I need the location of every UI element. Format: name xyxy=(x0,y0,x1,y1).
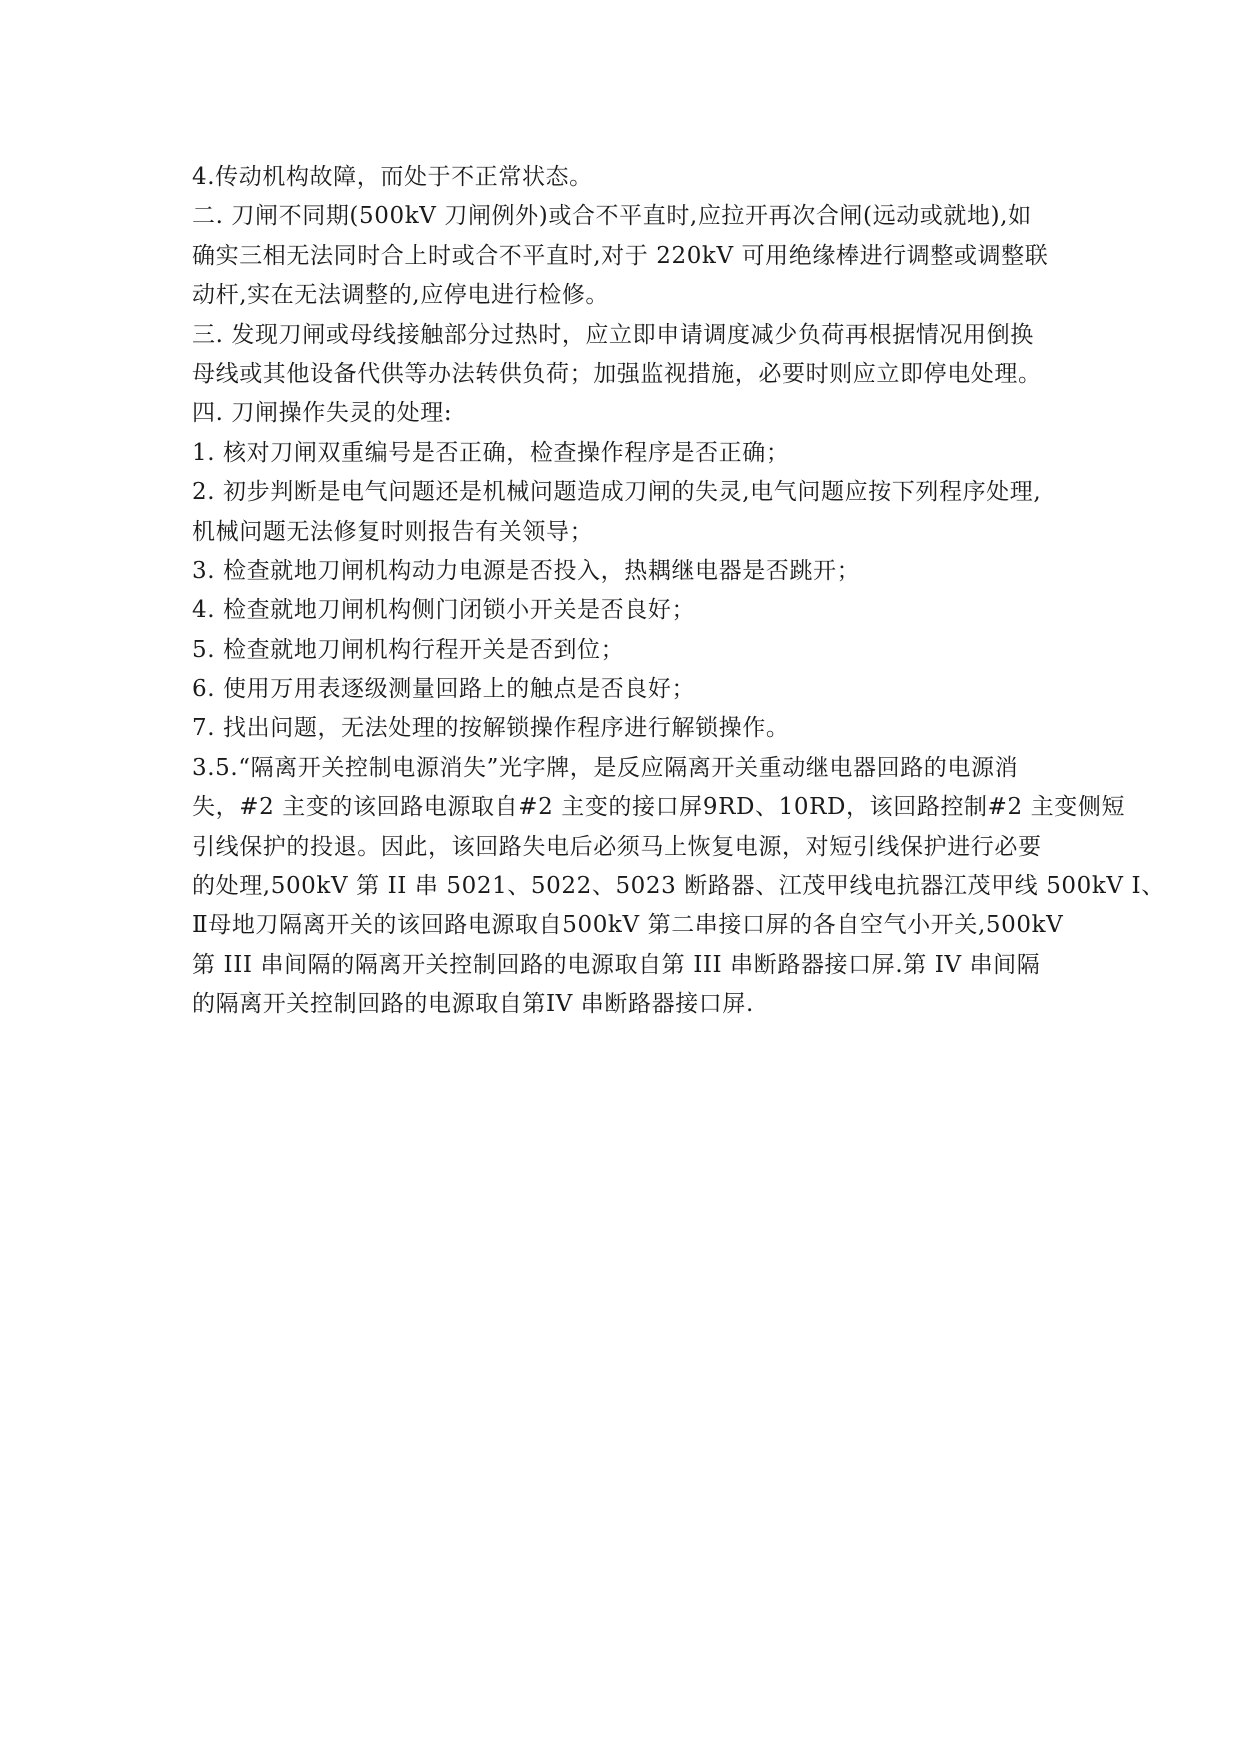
text-line: 的处理,500kV 第 II 串 5021、5022、5023 断路器、江茂甲线电抗器江茂甲线 500kV Ⅰ、 xyxy=(192,873,1165,900)
body-text xyxy=(192,158,1165,1025)
text-line: 3. 检查就地刀闸机构动力电源是否投入，热耦继电器是否跳开； xyxy=(192,557,861,584)
text-line: 四. 刀闸操作失灵的处理: xyxy=(192,400,453,427)
text-line: 机械问题无法修复时则报告有关领导； xyxy=(192,518,594,545)
text-line: Ⅱ母地刀隔离开关的该回路电源取自500kV 第二串接口屏的各自空气小开关,500kV xyxy=(192,912,1064,939)
text-line: 母线或其他设备代供等办法转供负荷；加强监视措施，必要时则应立即停电处理。 xyxy=(192,360,1042,387)
text-line: 第 III 串间隔的隔离开关控制回路的电源取自第 III 串断路器接口屏.第 IV 串间隔 xyxy=(192,951,1041,978)
text-line: 三. 发现刀闸或母线接触部分过热时，应立即申请调度减少负荷再根据情况用倒换 xyxy=(192,321,1034,348)
text-line: 7. 找出问题，无法处理的按解锁操作程序进行解锁操作。 xyxy=(192,715,790,742)
text-line: 2. 初步判断是电气问题还是机械问题造成刀闸的失灵,电气问题应按下列程序处理, xyxy=(192,479,1042,506)
text-line: 4.传动机构故障，而处于不正常状态。 xyxy=(192,164,593,190)
text-line: 动杆,实在无法调整的,应停电进行检修。 xyxy=(192,282,610,309)
text-line: 二. 刀闸不同期(500kV 刀闸例外)或合不平直时,应拉开再次合闸(远动或就地),如 xyxy=(192,203,1032,230)
text-line: 失，#2 主变的该回路电源取自#2 主变的接口屏9RD、10RD，该回路控制#2 主变侧短 xyxy=(192,794,1126,821)
text-line: 确实三相无法同时合上时或合不平直时,对于 220kV 可用绝缘棒进行调整或调整联 xyxy=(192,242,1049,269)
text-line: 6. 使用万用表逐级测量回路上的触点是否良好； xyxy=(192,676,696,703)
text-line: 5. 检查就地刀闸机构行程开关是否到位； xyxy=(192,636,625,663)
text-line: 引线保护的投退。因此，该回路失电后必须马上恢复电源，对短引线保护进行必要 xyxy=(192,833,1042,860)
text-line: 的隔离开关控制回路的电源取自第IV 串断路器接口屏. xyxy=(192,991,754,1018)
text-line: 1. 核对刀闸双重编号是否正确，检查操作程序是否正确； xyxy=(192,439,790,466)
text-line: 3.5.“隔离开关控制电源消失”光字牌，是反应隔离开关重动继电器回路的电源消 xyxy=(192,754,1019,781)
text-line: 4. 检查就地刀闸机构侧门闭锁小开关是否良好； xyxy=(192,597,696,624)
